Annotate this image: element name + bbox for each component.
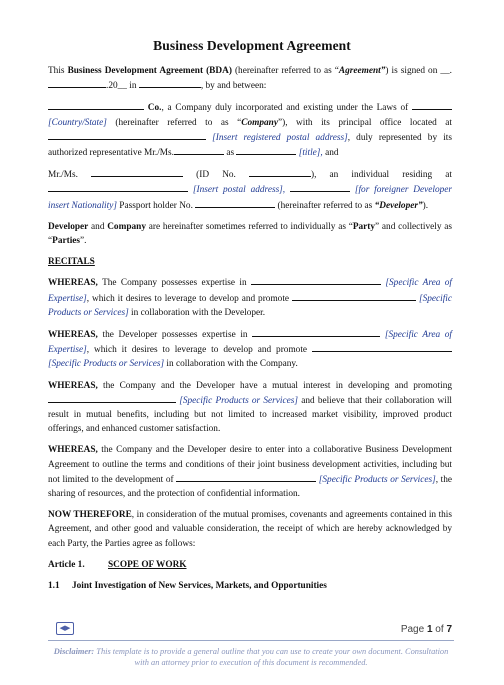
blank-field[interactable] xyxy=(91,167,183,177)
document-body xyxy=(48,64,452,600)
blank-field[interactable] xyxy=(139,78,201,88)
blank-field[interactable] xyxy=(48,100,144,110)
blank-field[interactable] xyxy=(174,145,224,155)
document-title: Business Development Agreement xyxy=(153,38,351,53)
section-heading: 1.1 Joint Investigation of New Services, Markets, and Opportunities xyxy=(48,581,327,592)
blank-field[interactable] xyxy=(48,182,188,192)
whereas-paragraph-4: WHEREAS, the Company and the Developer desire to enter into a collaborative Business Development Agreement to outline the terms and conditions of their joint business development activities, including but not limited to the development of [Specific Products or Services], the sharing of resources, and the protection of confidential information. xyxy=(48,445,452,500)
disclaimer: Disclaimer: This template is to provide a general outline that you can use to create your own document. Consultation with an attorney prior to execution of this document is recommended. xyxy=(53,647,449,667)
blank-field[interactable] xyxy=(412,100,452,110)
whereas-paragraph-3: WHEREAS, the Company and the Developer have a mutual interest in developing and promoting [Specific Products or Services] and believe that their collaboration will result in mutual benefits, including but not limited to increased market visibility, improved product offerings, and enhanced customer satisfaction. xyxy=(48,380,453,435)
blank-field[interactable] xyxy=(290,182,350,192)
intro-paragraph: This Business Development Agreement (BDA) (hereinafter referred to as “Agreement”) is signed on __. .20__ in , by and between: xyxy=(48,66,452,92)
whereas-paragraph-1: WHEREAS, The Company possesses expertise in [Specific Area of Expertise], which it desires to leverage to develop and promote [Specific Products or Services] in collaboration with the Developer. xyxy=(48,275,452,320)
recitals-heading: RECITALS xyxy=(48,257,95,268)
left-right-arrows-icon[interactable]: ◀▶ xyxy=(56,622,74,635)
blank-field[interactable] xyxy=(48,78,106,88)
blank-field[interactable] xyxy=(292,291,416,301)
blank-field[interactable] xyxy=(249,167,311,177)
blank-field[interactable] xyxy=(176,472,316,482)
blank-field[interactable] xyxy=(252,327,380,337)
parties-paragraph: Developer and Company are hereinafter sometimes referred to individually as “Party” and collectively as “Parties”. xyxy=(48,221,452,247)
blank-field[interactable] xyxy=(251,275,381,285)
blank-field[interactable] xyxy=(48,130,206,140)
whereas-paragraph-2: WHEREAS, the Developer possesses expertise in [Specific Area of Expertise], which it desires to leverage to develop and promote [Specific Products or Services] in collaboration with the Company. xyxy=(48,327,452,372)
article-heading: Article 1. SCOPE OF WORK xyxy=(48,559,187,570)
company-party-paragraph: Co., a Company duly incorporated and existing under the Laws of [Country/State] (hereinafter referred to as “Company”), with its principal office located at [Insert registered postal address], duly represented by its authorized representative Mr./Ms. as [title], and xyxy=(48,100,452,160)
blank-field[interactable] xyxy=(236,145,296,155)
now-therefore-paragraph: NOW THEREFORE, in consideration of the mutual promises, covenants and agreements contained in this Agreement, and other good and valuable consideration, the receipt of which are hereby acknowledged by each Party, the Parties agree as follows: xyxy=(48,510,453,549)
blank-field[interactable] xyxy=(312,342,452,352)
page-number: Page 1 of 7 xyxy=(400,624,452,635)
blank-field[interactable] xyxy=(48,393,176,403)
footer-divider xyxy=(48,640,454,641)
developer-party-paragraph: Mr./Ms. (ID No. ), an individual residing at [Insert postal address], [for foreigner Developer insert Nationality] Passport holder No. (hereinafter referred to as “Developer”). xyxy=(48,167,452,213)
blank-field[interactable] xyxy=(195,198,275,208)
